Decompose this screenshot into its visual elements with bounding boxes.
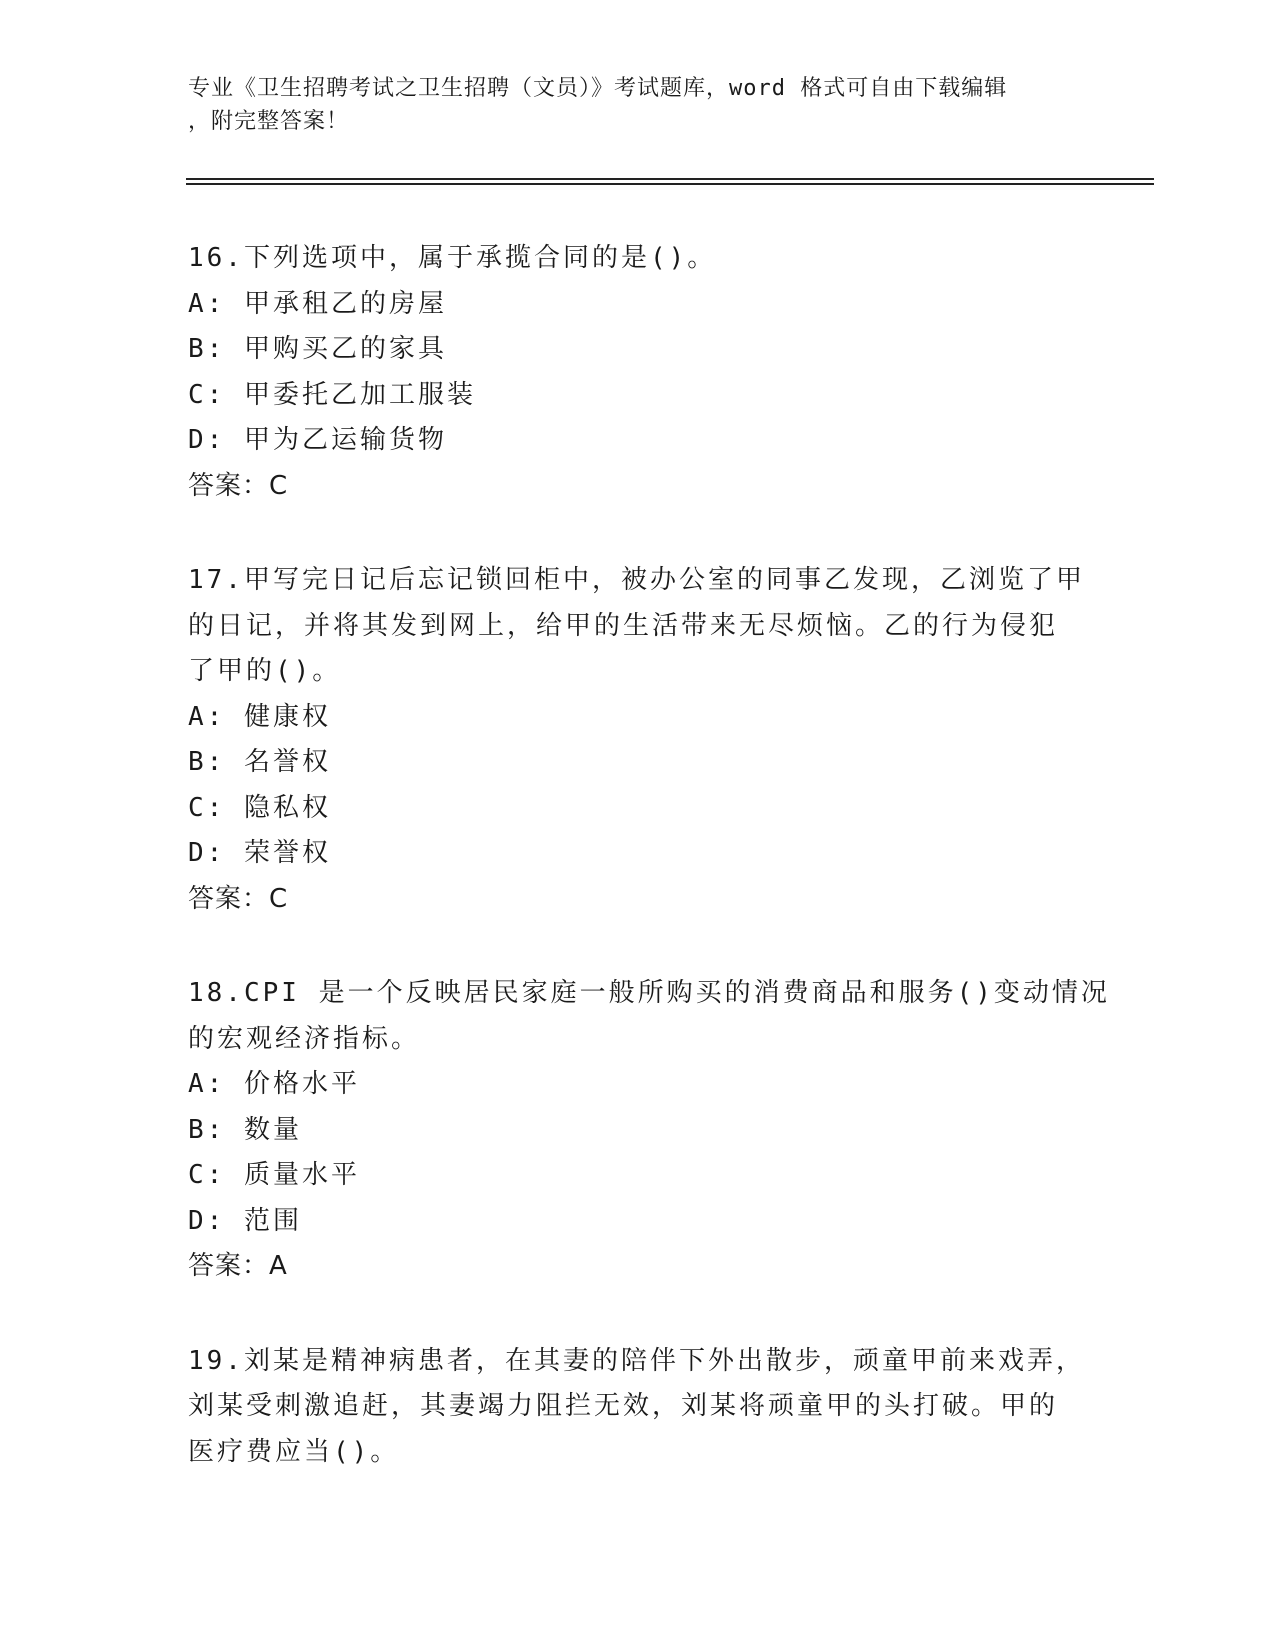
question-stem-line: 医疗费应当()。 [188, 1436, 400, 1467]
question-stem-line: 16.下列选项中，属于承揽合同的是()。 [188, 243, 717, 273]
question-stem-line: 了甲的()。 [188, 656, 342, 686]
option-d: D: 甲为乙运输货物 [188, 425, 447, 455]
option-d: D: 范围 [188, 1205, 302, 1236]
question-stem-line: 的日记，并将其发到网上，给甲的生活带来无尽烦恼。乙的行为侵犯 [188, 610, 1059, 641]
option-c: C: 甲委托乙加工服装 [188, 379, 476, 410]
option-a: A: 健康权 [188, 701, 331, 732]
option-d: D: 荣誉权 [188, 838, 331, 868]
header-divider-top [186, 178, 1154, 180]
header-line-2: ，附完整答案！ [188, 109, 350, 134]
question-stem-line: 18.CPI 是一个反映居民家庭一般所购买的消费商品和服务()变动情况 [188, 978, 1110, 1008]
question-stem-line: 的宏观经济指标。 [188, 1023, 421, 1054]
option-a: A: 价格水平 [188, 1069, 360, 1099]
option-b: B: 名誉权 [188, 747, 331, 777]
question-stem-line: 19.刘某是精神病患者，在其妻的陪伴下外出散步，顽童甲前来戏弄， [188, 1345, 1085, 1376]
option-c: C: 质量水平 [188, 1160, 360, 1190]
question-stem-line: 17.甲写完日记后忘记锁回柜中，被办公室的同事乙发现，乙浏览了甲 [188, 565, 1085, 595]
header-line-1: 专业《卫生招聘考试之卫生招聘（文员）》考试题库，word 格式可自由下载编辑 [188, 76, 1008, 101]
answer-line: 答案：A [188, 1251, 288, 1281]
header-divider-bottom [186, 183, 1154, 185]
question-stem-line: 刘某受刺激追赶，其妻竭力阻拦无效，刘某将顽童甲的头打破。甲的 [188, 1391, 1059, 1421]
option-a: A: 甲承租乙的房屋 [188, 288, 447, 319]
option-b: B: 甲购买乙的家具 [188, 334, 447, 364]
question-17 [188, 558, 1085, 922]
option-c: C: 隐私权 [188, 792, 331, 823]
answer-line: 答案：C [188, 470, 289, 501]
option-b: B: 数量 [188, 1114, 302, 1145]
document-header [188, 72, 1068, 138]
question-19 [188, 1339, 1085, 1476]
question-list [188, 236, 1110, 1524]
question-16 [188, 236, 1068, 509]
answer-line: 答案：C [188, 883, 289, 914]
question-18 [188, 971, 1110, 1290]
